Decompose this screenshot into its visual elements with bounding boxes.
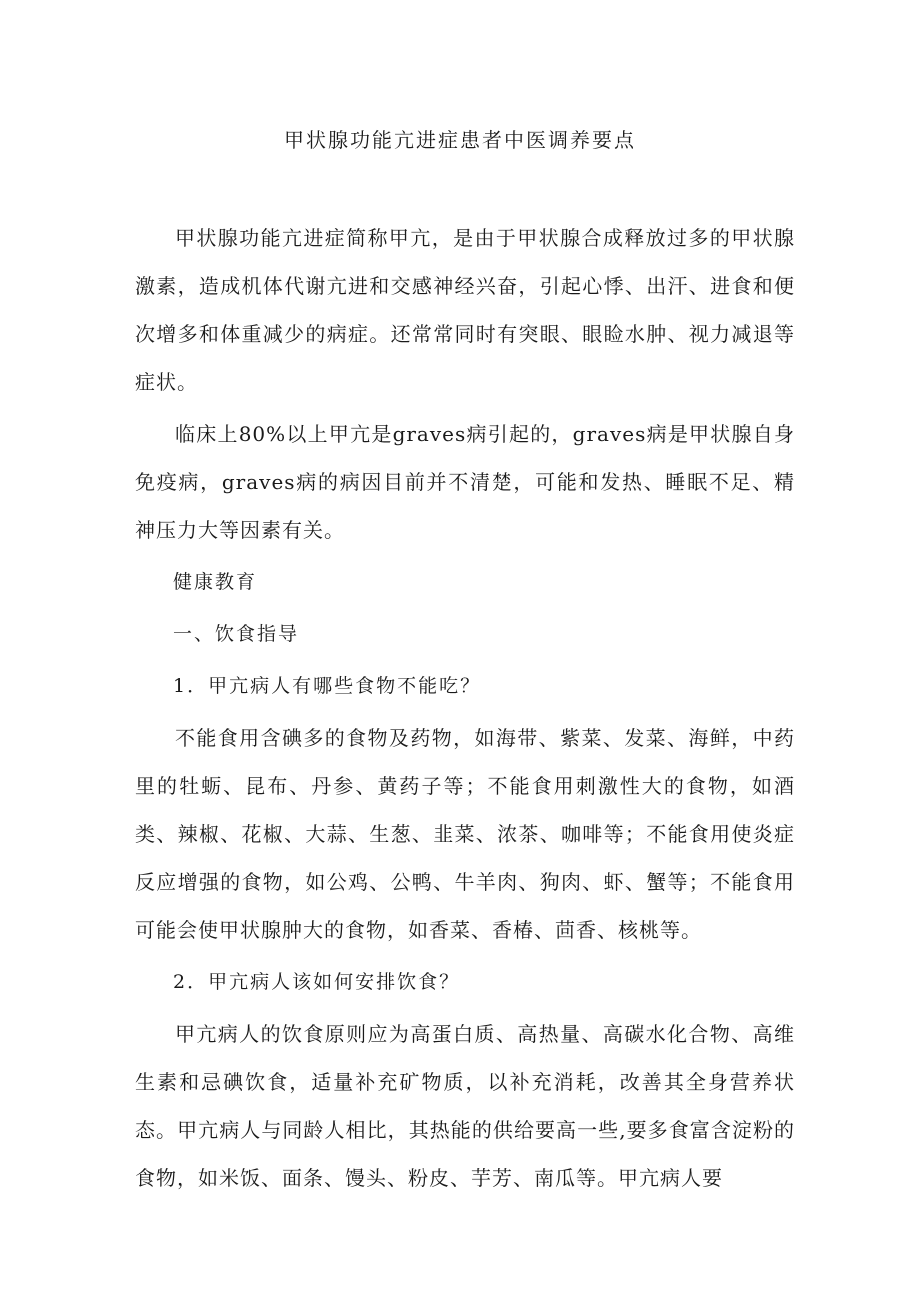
section-heading-diet-guidance: 一、饮食指导 [173,623,300,645]
question-heading-diet-arrangement: 2．甲亢病人该如何安排饮食？ [173,971,461,993]
document-title: 甲状腺功能亢进症患者中医调养要点 [284,128,636,152]
forbidden-foods-paragraph: 不能食用含碘多的食物及药物，如海带、紫菜、发菜、海鲜，中药里的牡蛎、昆布、丹参、黄药子等；不能食用刺激性大的食物，如酒类、辣椒、花椒、大蒜、生葱、韭菜、浓茶、咖啡等；不能食用使炎症反应增强的食物，如公鸡、公鸭、牛羊肉、狗肉、虾、蟹等；不能食用可能会使甲状腺肿大的食物，如香菜、香椿、茴香、核桃等。 [135,726,795,942]
document-body [135,214,795,1206]
graves-paragraph: 临床上80%以上甲亢是graves病引起的，graves病是甲状腺自身免疫病，graves病的病因目前并不清楚，可能和发热、睡眠不足、精神压力大等因素有关。 [135,422,795,542]
question-heading-forbidden-foods: 1．甲亢病人有哪些食物不能吃？ [173,675,482,697]
diet-arrangement-paragraph: 甲亢病人的饮食原则应为高蛋白质、高热量、高碳水化合物、高维生素和忌碘饮食，适量补充矿物质，以补充消耗，改善其全身营养状态。甲亢病人与同龄人相比，其热能的供给要高一些,要多食富含淀粉的食物，如米饭、面条、馒头、粉皮、芋芳、南瓜等。甲亢病人要 [135,1022,795,1190]
intro-paragraph: 甲状腺功能亢进症简称甲亢，是由于甲状腺合成释放过多的甲状腺激素，造成机体代谢亢进和交感神经兴奋，引起心悸、出汗、进食和便次增多和体重减少的病症。还常常同时有突眼、眼睑水肿、视力减退等症状。 [135,226,795,394]
section-heading-health-education: 健康教育 [173,571,258,593]
